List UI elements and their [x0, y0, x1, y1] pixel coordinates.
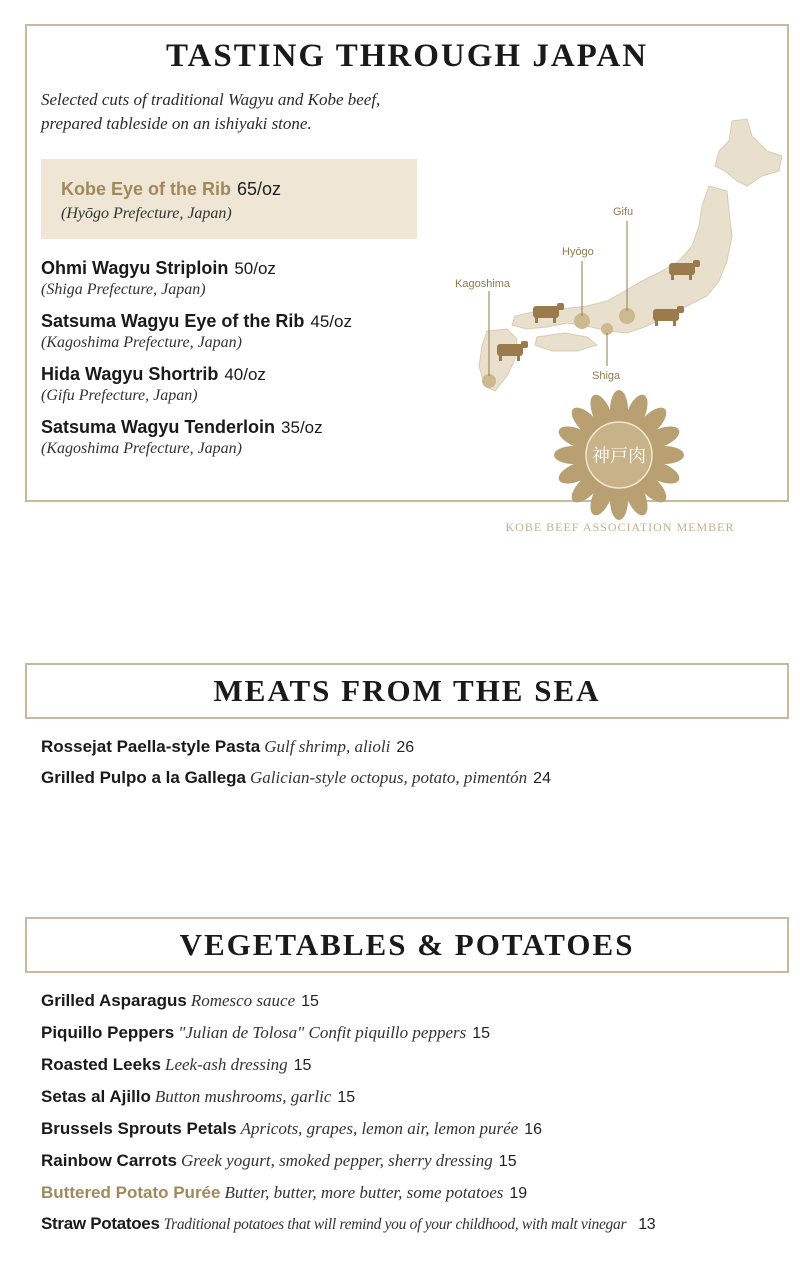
cut-price: 50/oz [234, 259, 276, 278]
item-price: 15 [301, 993, 319, 1010]
menu-item [41, 1182, 527, 1205]
item-desc: Leek-ash dressing [165, 1055, 288, 1074]
menu-item [41, 1054, 311, 1077]
item-price: 24 [533, 770, 551, 787]
menu-item [41, 1118, 542, 1141]
tasting-title: TASTING THROUGH JAPAN [165, 38, 649, 74]
tasting-intro: Selected cuts of traditional Wagyu and Kobe beef, prepared tableside on an ishiyaki stone. [41, 90, 381, 133]
featured-cut-price: 65/oz [237, 179, 282, 199]
item-desc: Traditional potatoes that will remind you of your childhood, with malt vinegar [163, 1216, 627, 1233]
item-desc: "Julian de Tolosa" Confit piquillo peppers [178, 1023, 467, 1042]
sea-title: MEATS FROM THE SEA [213, 673, 601, 708]
cut-price: 40/oz [224, 365, 266, 384]
item-desc: Button mushrooms, garlic [154, 1087, 332, 1106]
veg-title: VEGETABLES & POTATOES [179, 927, 635, 962]
item-desc: Greek yogurt, smoked pepper, sherry dressing [181, 1151, 493, 1170]
cut-item [41, 311, 461, 352]
item-desc: Apricots, grapes, lemon air, lemon purée [240, 1119, 519, 1138]
item-name: Roasted Leeks [41, 1055, 161, 1074]
item-price: 15 [337, 1089, 356, 1106]
item-price: 15 [293, 1057, 312, 1074]
item-name: Brussels Sprouts Petals [41, 1119, 237, 1138]
veg-header [25, 917, 789, 973]
item-name: Piquillo Peppers [41, 1023, 175, 1042]
map-label-shiga: Shiga [592, 370, 621, 382]
cut-item [41, 417, 461, 458]
item-name: Setas al Ajillo [41, 1087, 151, 1106]
item-price: 19 [509, 1185, 528, 1202]
item-desc: Gulf shrimp, alioli [264, 737, 391, 756]
menu-item [41, 1022, 490, 1045]
japan-map [447, 111, 787, 411]
cut-item [41, 364, 461, 405]
map-label-kagoshima: Kagoshima [455, 278, 511, 290]
menu-item [41, 990, 319, 1013]
emblem-text: 神戸肉 [592, 446, 646, 467]
cut-item [41, 258, 461, 299]
item-price: 13 [638, 1216, 656, 1233]
featured-cut-origin: (Hyōgo Prefecture, Japan) [61, 205, 232, 222]
menu-item [41, 767, 551, 790]
featured-cut-line [61, 179, 281, 200]
cut-origin: (Shiga Prefecture, Japan) [41, 281, 206, 298]
cut-name: Satsuma Wagyu Eye of the Rib [41, 311, 305, 331]
item-desc: Galician-style octopus, potato, pimentón [250, 768, 528, 787]
kobe-beef-emblem-icon [554, 390, 684, 520]
cut-origin: (Kagoshima Prefecture, Japan) [41, 334, 242, 351]
item-price: 26 [396, 739, 415, 756]
item-desc: Butter, butter, more butter, some potatoes [224, 1183, 504, 1202]
map-label-hyogo: Hyōgo [562, 246, 594, 258]
item-name: Grilled Asparagus [41, 991, 187, 1010]
item-name: Rainbow Carrots [41, 1151, 178, 1170]
cow-icon [653, 306, 684, 326]
sea-header [25, 663, 789, 719]
featured-cut-name: Kobe Eye of the Rib [61, 179, 232, 199]
item-name: Buttered Potato Purée [41, 1183, 221, 1202]
map-label-gifu: Gifu [613, 206, 634, 218]
featured-cut [41, 159, 417, 239]
association-caption: KOBE BEEF ASSOCIATION MEMBER [505, 520, 735, 534]
item-price: 15 [498, 1153, 517, 1170]
cut-origin: (Kagoshima Prefecture, Japan) [41, 440, 242, 457]
menu-item [41, 1086, 355, 1109]
cut-name: Hida Wagyu Shortrib [41, 364, 219, 384]
cut-price: 35/oz [281, 418, 323, 437]
item-desc: Romesco sauce [190, 991, 296, 1010]
cut-origin: (Gifu Prefecture, Japan) [41, 387, 198, 404]
menu-item [41, 1150, 517, 1173]
item-price: 15 [472, 1025, 491, 1042]
item-price: 16 [524, 1121, 543, 1138]
item-name: Grilled Pulpo a la Gallega [41, 768, 247, 787]
cut-price: 45/oz [310, 312, 352, 331]
menu-item [41, 736, 414, 759]
item-name: Straw Potatoes [41, 1214, 160, 1233]
kagoshima-marker [482, 374, 496, 388]
menu-item [41, 1213, 655, 1236]
item-name: Rossejat Paella-style Pasta [41, 737, 261, 756]
cut-name: Satsuma Wagyu Tenderloin [41, 417, 276, 437]
cut-name: Ohmi Wagyu Striploin [41, 258, 229, 278]
